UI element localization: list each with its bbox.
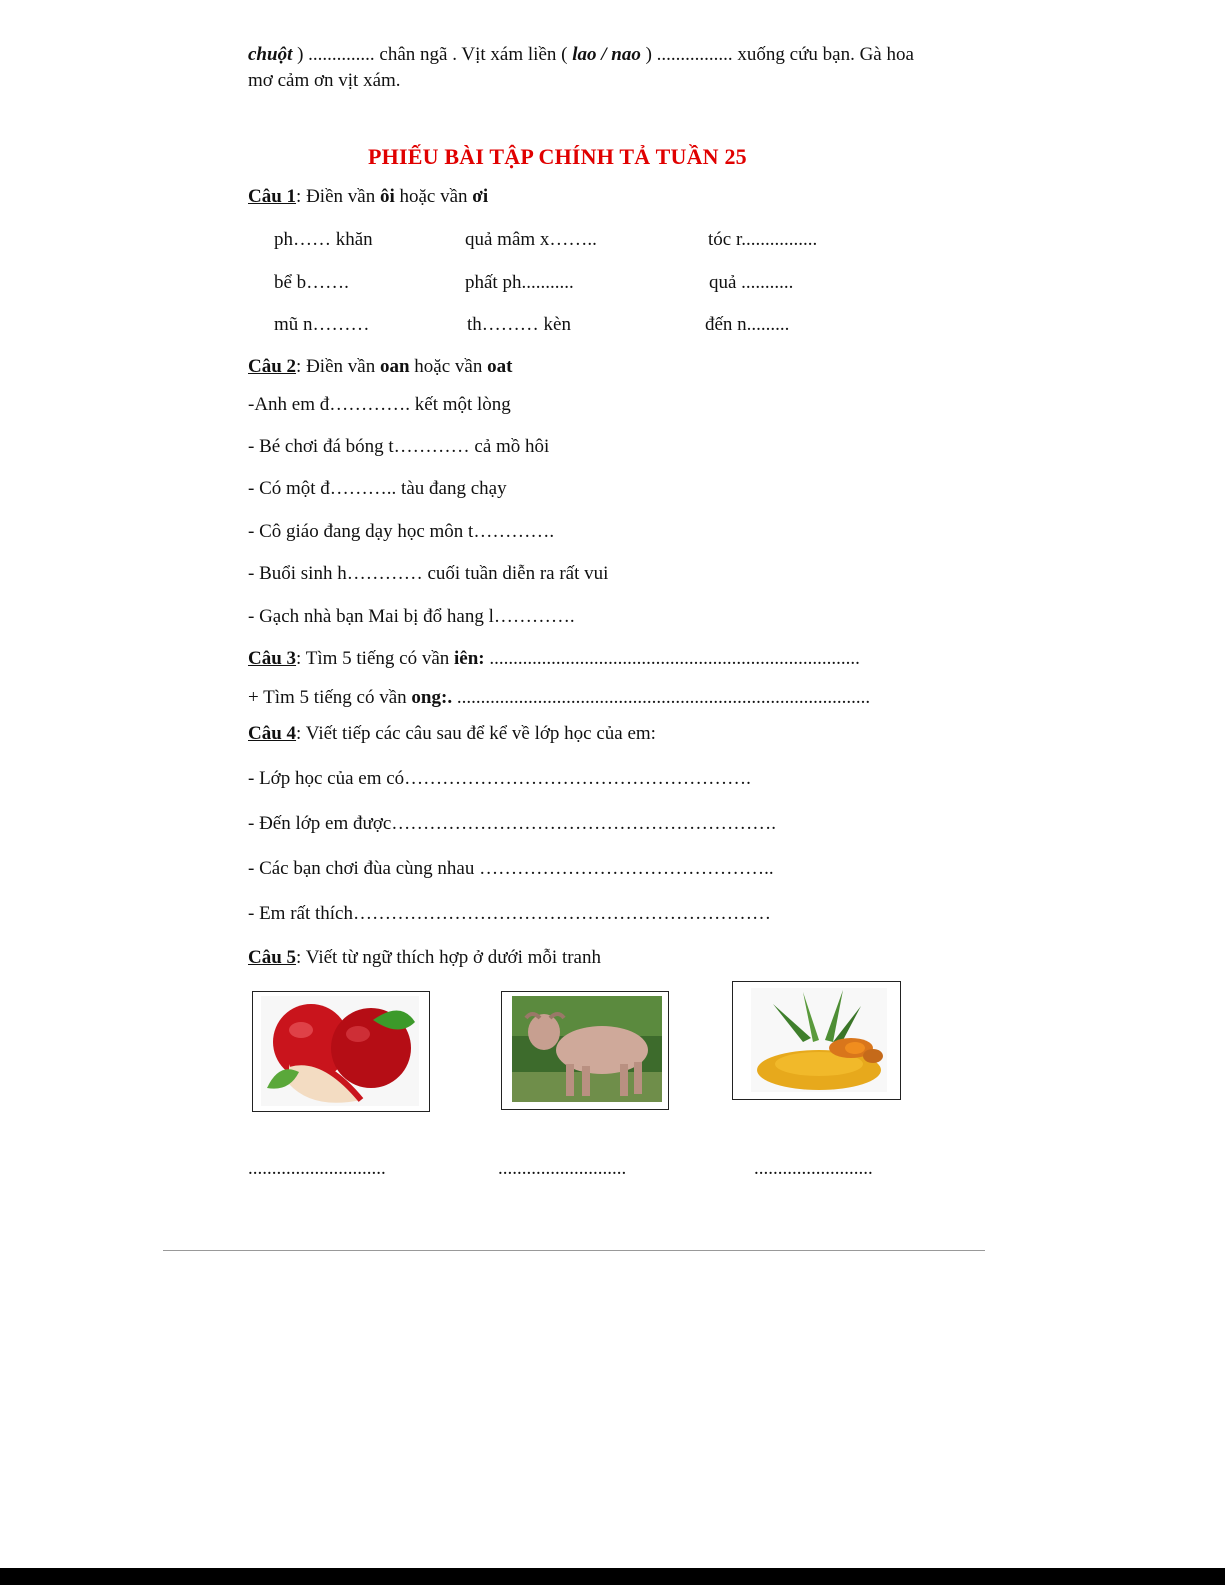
q2-line[interactable]: - Bé chơi đá bóng t………… cả mồ hôi [248,436,550,457]
q4-line[interactable]: - Các bạn chơi đùa cùng nhau ……………………………………….. [248,858,774,879]
turmeric-illustration [733,982,900,1099]
q1-rhyme1: ôi [379,186,395,207]
q3-line-2[interactable] [248,686,870,710]
intro-text-b: ) ................ xuống cứu bạn. Gà hoa [645,44,914,65]
q1-item[interactable]: ph…… khăn [274,229,373,250]
apple-picture [252,991,430,1112]
q5-heading [248,946,601,970]
intro-line-1 [248,43,914,67]
q1-label: Câu 1 [248,186,297,207]
buffalo-picture [501,991,669,1110]
q3-rhyme: iên: [454,648,485,669]
q2-line[interactable]: - Buổi sinh h………… cuối tuần diễn ra rất vui [248,563,609,584]
q4-heading [248,722,656,746]
buffalo-illustration [502,992,668,1109]
page-divider [163,1250,985,1251]
intro-choice: lao / nao [572,44,641,65]
q3-dots2-lead: . [447,687,453,708]
q1-item[interactable]: quả mâm x…….. [465,229,597,250]
q5-answer-2[interactable]: ........................... [498,1158,627,1179]
q3-rhyme2: ong: [411,687,448,708]
q4-line[interactable]: - Em rất thích………………………………………………………… [248,903,771,924]
apple-illustration [253,992,429,1111]
q3-dots: .............................................................................. [484,648,860,669]
intro-text-a: ) .............. chân ngã . Vịt xám liền ( [297,44,568,65]
q2-heading [248,355,512,379]
q2-text-b: hoặc vần [409,356,488,377]
q4-text: : Viết tiếp các câu sau để kể về lớp học của em: [296,723,656,744]
q1-item[interactable]: bể b……. [274,272,349,293]
q2-text-a: : Điền vần [296,356,380,377]
q2-line[interactable]: -Anh em đ…………. kết một lòng [248,394,511,415]
page-title: PHIẾU BÀI TẬP CHÍNH TẢ TUẦN 25 [368,144,747,169]
intro-word: chuột [248,44,293,65]
q2-line[interactable]: - Gạch nhà bạn Mai bị đổ hang l…………. [248,606,575,627]
q3-dots2: ....................................................................................... [452,687,871,708]
q4-line[interactable]: - Đến lớp em được……………………………………………………. [248,813,777,834]
q3-line2-text: + Tìm 5 tiếng có vần [248,687,412,708]
q1-item[interactable]: phất ph........... [465,272,574,293]
q2-label: Câu 2 [248,356,297,377]
q2-line[interactable]: - Có một đ……….. tàu đang chạy [248,478,507,499]
q1-item[interactable]: quả ........... [709,272,794,293]
q1-item[interactable]: mũ n……… [274,314,370,335]
q5-answer-1[interactable]: ............................. [248,1158,386,1179]
q4-label: Câu 4 [248,723,297,744]
turmeric-picture [732,981,901,1100]
page-bottom-edge [0,1568,1225,1585]
q1-text-a: : Điền vần [296,186,380,207]
q4-line[interactable]: - Lớp học của em có………………………………………………. [248,768,751,789]
q5-text: : Viết từ ngữ thích hợp ở dưới mỗi tranh [296,947,601,968]
q1-item[interactable]: đến n......... [705,314,790,335]
q2-line[interactable]: - Cô giáo đang dạy học môn t…………. [248,521,555,542]
q5-label: Câu 5 [248,947,297,968]
q3-label: Câu 3 [248,648,297,669]
q2-rhyme1: oan [379,356,410,377]
q3-text-a: : Tìm 5 tiếng có vần [296,648,455,669]
q2-rhyme2: oat [487,356,513,377]
q1-heading [248,185,488,209]
q1-rhyme2: ơi [472,186,489,207]
q1-item[interactable]: tóc r................ [708,229,818,250]
q3-heading[interactable] [248,647,860,671]
q1-text-b: hoặc vần [394,186,473,207]
q5-answer-3[interactable]: ......................... [754,1158,873,1179]
intro-line-2: mơ cảm ơn vịt xám. [248,70,401,91]
q1-item[interactable]: th……… kèn [467,314,571,335]
